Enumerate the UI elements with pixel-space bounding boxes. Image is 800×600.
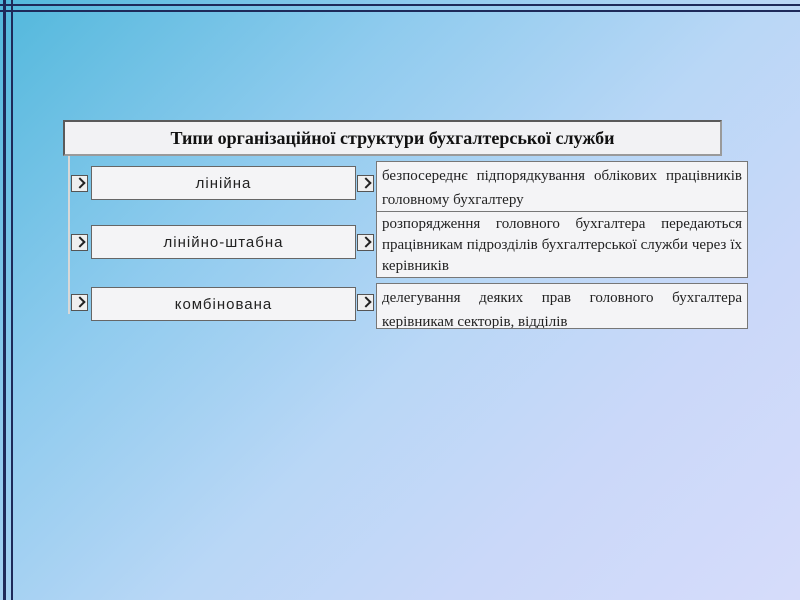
description-box-linear-staff: розпорядження головного бухгалтера передаються працівникам підрозділів бухгалтерської служби через їх керівників [376, 211, 748, 278]
frame-line-top-outer [0, 4, 800, 6]
type-box-linear: лінійна [91, 166, 356, 200]
description-box-combined: делегування деяких прав головного бухгалтера керівникам секторів, відділів [376, 283, 748, 329]
frame-line-top-inner [0, 10, 800, 12]
chevron-right-icon [71, 294, 88, 311]
type-box-linear-staff: лінійно-штабна [91, 225, 356, 259]
chevron-right-icon [357, 294, 374, 311]
chevron-right-icon [71, 175, 88, 192]
description-box-linear: безпосереднє підпорядкування облікових працівників головному бухгалтеру [376, 161, 748, 213]
frame-line-left-inner [11, 0, 13, 600]
type-box-combined: комбінована [91, 287, 356, 321]
chevron-right-icon [357, 234, 374, 251]
chevron-right-icon [357, 175, 374, 192]
chevron-right-icon [71, 234, 88, 251]
frame-line-left-outer [3, 0, 6, 600]
diagram-title: Типи організаційної структури бухгалтерської служби [63, 120, 722, 156]
connector-vertical [68, 156, 70, 314]
